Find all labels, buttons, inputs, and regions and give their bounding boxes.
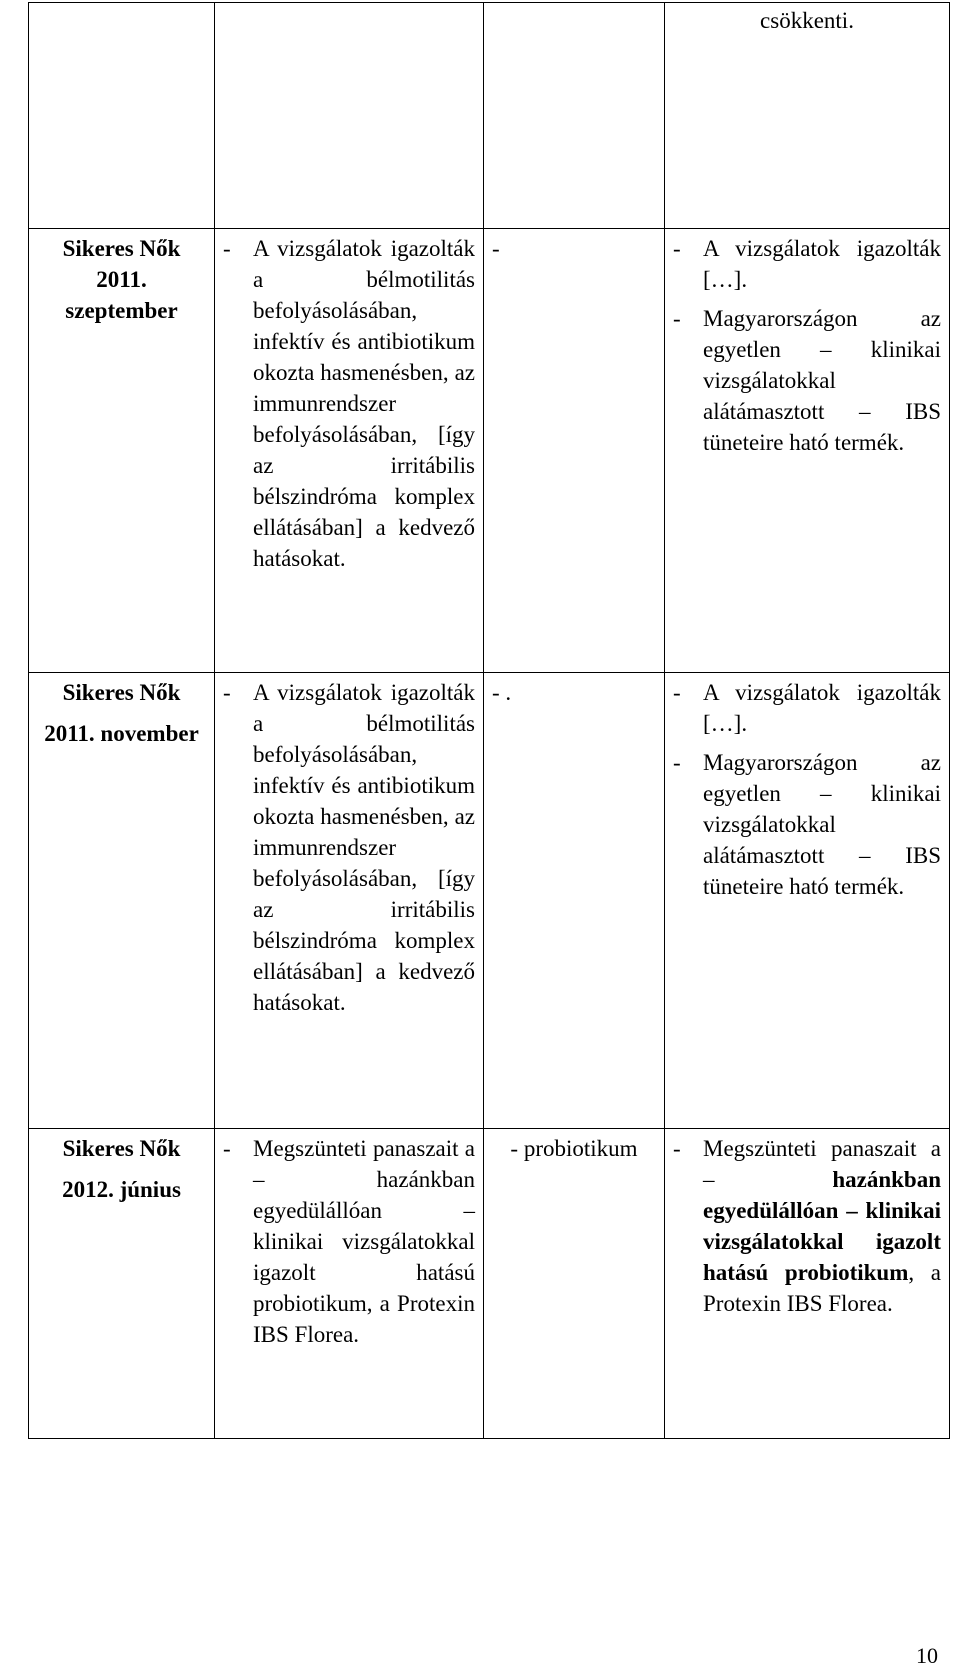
date-cell bbox=[29, 229, 215, 673]
table-row bbox=[29, 229, 950, 673]
note-text: - . bbox=[492, 680, 512, 705]
summary-item: Magyarországon az egyetlen – klinikai vizsgálatokkal alátámasztott – IBS tüneteire ható termék. bbox=[703, 750, 941, 899]
claim-cell: - A vizsgálatok igazolták a bélmotilitás befolyásolásában, infektív és antibiotikum okozta hasmenésben, az immunrendszer befolyásolásában, [így az irritábilis bélszindróma komplex ellátásában] a kedvező hatásokat. bbox=[215, 229, 484, 673]
claim-text: A vizsgálatok igazolták a bélmotilitás befolyásolásában, infektív és antibiotikum okozta hasmenésben, az immunrendszer befolyásolásában, [így az irritábilis bélszindróma komplex ellátásában] a kedvező hatásokat. bbox=[253, 680, 475, 1015]
note-cell bbox=[484, 229, 665, 673]
cell bbox=[665, 3, 950, 229]
table-row bbox=[29, 1129, 950, 1439]
summary-text: Megszünteti panaszait a – bbox=[703, 1136, 941, 1192]
cell bbox=[29, 3, 215, 229]
comparison-table bbox=[28, 2, 950, 1439]
date-line: Sikeres Nők bbox=[62, 236, 181, 261]
note-cell bbox=[484, 673, 665, 1129]
page-number: 10 bbox=[916, 1643, 938, 1668]
date-line: szeptember bbox=[65, 298, 178, 323]
summary-text-end: , a Protexin IBS Florea. bbox=[703, 1260, 941, 1316]
claim-text: Megszünteti panaszait a – hazánkban egyedülállóan – klinikai vizsgálatokkal igazolt hatású probiotikum, a Protexin IBS Florea. bbox=[253, 1136, 475, 1347]
summary-item: A vizsgálatok igazolták […]. bbox=[703, 236, 941, 292]
cell bbox=[215, 3, 484, 229]
summary-item: Magyarországon az egyetlen – klinikai vizsgálatokkal alátámasztott – IBS tüneteire ható termék. bbox=[703, 306, 941, 455]
cell bbox=[484, 3, 665, 229]
table-row bbox=[29, 3, 950, 229]
date-line: 2011. bbox=[96, 267, 147, 292]
note-cell bbox=[484, 1129, 665, 1439]
date-line: 2011. november bbox=[44, 721, 199, 746]
summary-cell: - A vizsgálatok igazolták […]. - Magyarországon az egyetlen – klinikai vizsgálatokkal alátámasztott – IBS tüneteire ható termék. bbox=[665, 229, 950, 673]
table-row bbox=[29, 673, 950, 1129]
row0-col4-text: csökkenti. bbox=[760, 8, 854, 33]
note-text: - bbox=[492, 236, 500, 261]
summary-bold-text: hazánkban egyedülállóan – klinikai vizsgálatokkal igazolt hatású probiotikum bbox=[703, 1167, 941, 1285]
claim-cell: - A vizsgálatok igazolták a bélmotilitás befolyásolásában, infektív és antibiotikum okozta hasmenésben, az immunrendszer befolyásolásában, [így az irritábilis bélszindróma komplex ellátásában] a kedvező hatásokat. bbox=[215, 673, 484, 1129]
date-line: 2012. június bbox=[62, 1177, 181, 1202]
claim-cell: - Megszünteti panaszait a – hazánkban egyedülállóan – klinikai vizsgálatokkal igazolt hatású probiotikum, a Protexin IBS Florea. bbox=[215, 1129, 484, 1439]
note-text: - probiotikum bbox=[510, 1136, 638, 1161]
claim-text: A vizsgálatok igazolták a bélmotilitás befolyásolásában, infektív és antibiotikum okozta hasmenésben, az immunrendszer befolyásolásában, [így az irritábilis bélszindróma komplex ellátásában] a kedvező hatásokat. bbox=[253, 236, 475, 571]
summary-cell: - A vizsgálatok igazolták […]. - Magyarországon az egyetlen – klinikai vizsgálatokkal alátámasztott – IBS tüneteire ható termék. bbox=[665, 673, 950, 1129]
date-cell bbox=[29, 1129, 215, 1439]
summary-cell: - Megszünteti panaszait a – hazánkban egyedülállóan – klinikai vizsgálatokkal igazolt hatású probiotikum, a Protexin IBS Florea. bbox=[665, 1129, 950, 1439]
summary-item: A vizsgálatok igazolták […]. bbox=[703, 680, 941, 736]
date-line: Sikeres Nők bbox=[62, 1136, 181, 1161]
date-line: Sikeres Nők bbox=[62, 680, 181, 705]
date-cell bbox=[29, 673, 215, 1129]
